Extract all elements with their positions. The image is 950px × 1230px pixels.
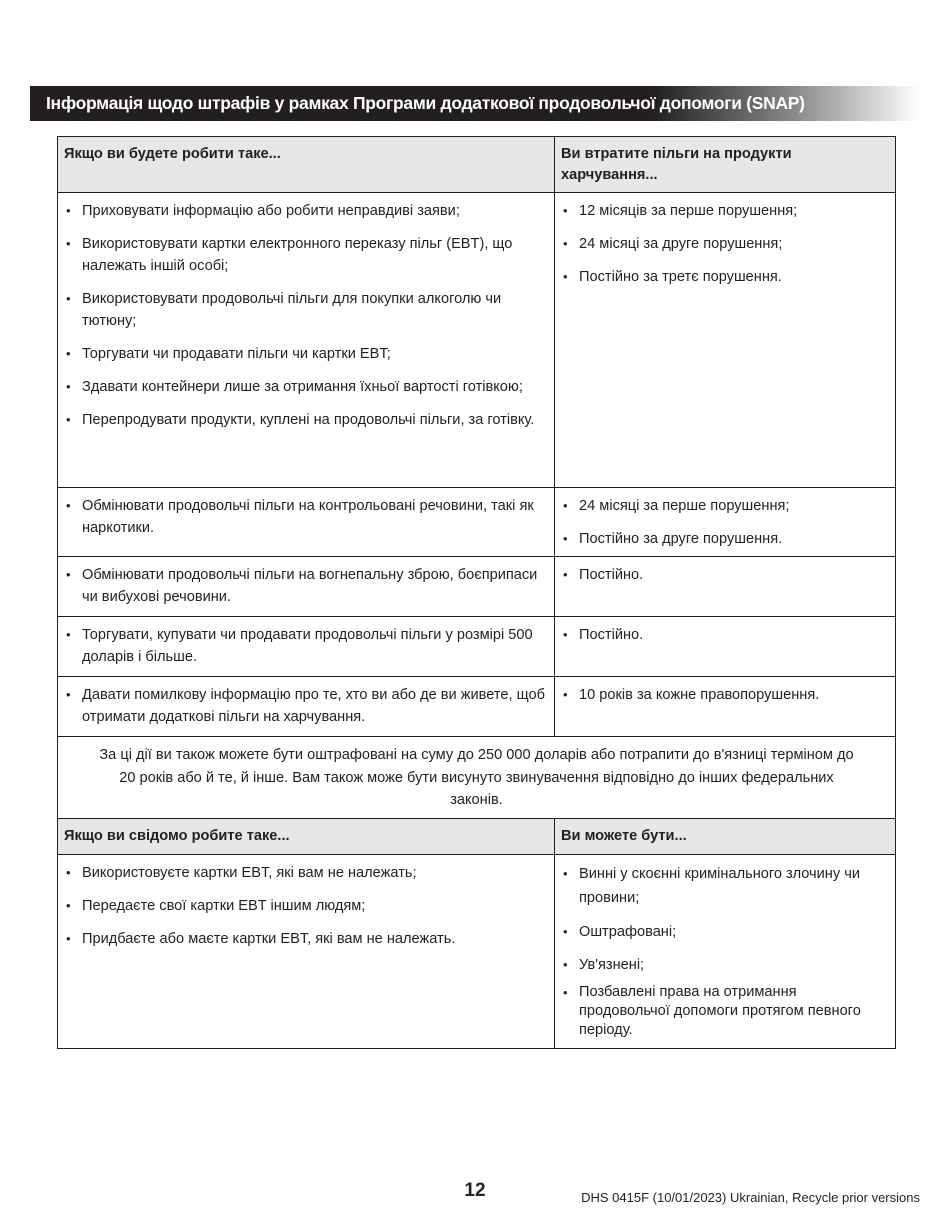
list-item: • 24 місяці за перше порушення; bbox=[562, 495, 886, 517]
actions-cell bbox=[58, 855, 555, 1049]
consequences-cell bbox=[555, 855, 896, 1049]
page-number: 12 bbox=[464, 1180, 486, 1201]
list-item: • 24 місяці за друге порушення; bbox=[562, 233, 886, 255]
consequences-cell bbox=[555, 617, 896, 677]
list-item: • Використовувати картки електронного переказу пільг (EBT), що належать іншій особі; bbox=[65, 233, 545, 277]
penalties-table bbox=[57, 136, 896, 1049]
list-item: • Придбаєте або маєте картки EBT, які вам не належать. bbox=[65, 928, 545, 950]
penalty-note: За ці дії ви також можете бути оштрафовані на суму до 250 000 доларів або потрапити до в'язниці терміном до 20 років або й те, й інше. Вам також може бути висунуто звинувачення відповідно до інших федеральних законів. bbox=[58, 737, 896, 819]
table-row bbox=[58, 193, 896, 488]
list-item: • Використовувати продовольчі пільги для покупки алкоголю чи тютюну; bbox=[65, 288, 545, 332]
table-row bbox=[58, 488, 896, 557]
consequences-cell bbox=[555, 193, 896, 488]
list-item: • Постійно за третє порушення. bbox=[562, 266, 886, 288]
table-row bbox=[58, 557, 896, 617]
header-consequences: Ви втратите пільги на продукти харчування... bbox=[555, 137, 896, 193]
list-item: • Винні у скоєнні кримінального злочину чи провини; bbox=[562, 862, 886, 910]
consequences-cell bbox=[555, 557, 896, 617]
form-identifier: DHS 0415F (10/01/2023) Ukrainian, Recycle prior versions bbox=[581, 1190, 920, 1205]
table-row bbox=[58, 855, 896, 1049]
list-item: • Оштрафовані; bbox=[562, 921, 886, 943]
list-item: • Обмінювати продовольчі пільги на вогнепальну зброю, боєприпаси чи вибухові речовини. bbox=[65, 564, 545, 608]
list-item: • Постійно. bbox=[562, 624, 886, 646]
actions-cell bbox=[58, 677, 555, 737]
list-item: • Перепродувати продукти, куплені на продовольчі пільги, за готівку. bbox=[65, 409, 545, 431]
section-banner bbox=[30, 86, 920, 121]
list-item: • Використовуєте картки EBT, які вам не належать; bbox=[65, 862, 545, 884]
list-item: • Передаєте свої картки EBT іншим людям; bbox=[65, 895, 545, 917]
header-you-may-be: Ви можете бути... bbox=[555, 819, 896, 855]
list-item: • Давати помилкову інформацію про те, хто ви або де ви живете, щоб отримати додаткові пільги на харчування. bbox=[65, 684, 545, 728]
actions-cell bbox=[58, 557, 555, 617]
list-item: • Постійно за друге порушення. bbox=[562, 528, 886, 550]
list-item: • Позбавлені права на отримання продовольчої допомоги протягом певного періоду. bbox=[562, 983, 886, 1040]
table-header-row bbox=[58, 137, 896, 193]
actions-cell bbox=[58, 617, 555, 677]
actions-cell bbox=[58, 488, 555, 557]
list-item: • Ув'язнені; bbox=[562, 954, 886, 976]
list-item: • 10 років за кожне правопорушення. bbox=[562, 684, 886, 706]
consequences-cell bbox=[555, 677, 896, 737]
penalty-note-row bbox=[58, 737, 896, 819]
list-item: • Постійно. bbox=[562, 564, 886, 586]
header-actions: Якщо ви будете робити таке... bbox=[58, 137, 555, 193]
list-item: • Торгувати, купувати чи продавати продовольчі пільги у розмірі 500 доларів і більше. bbox=[65, 624, 545, 668]
table-header-row bbox=[58, 819, 896, 855]
list-item: • Обмінювати продовольчі пільги на контрольовані речовини, такі як наркотики. bbox=[65, 495, 545, 539]
actions-cell bbox=[58, 193, 555, 488]
list-item: • 12 місяців за перше порушення; bbox=[562, 200, 886, 222]
list-item: • Здавати контейнери лише за отримання їхньої вартості готівкою; bbox=[65, 376, 545, 398]
table-row bbox=[58, 617, 896, 677]
consequences-cell bbox=[555, 488, 896, 557]
header-knowing-actions: Якщо ви свідомо робите таке... bbox=[58, 819, 555, 855]
banner-title: Інформація щодо штрафів у рамках Програми додаткової продовольчої допомоги (SNAP) bbox=[46, 93, 805, 113]
table-row bbox=[58, 677, 896, 737]
list-item: • Приховувати інформацію або робити неправдиві заяви; bbox=[65, 200, 545, 222]
list-item: • Торгувати чи продавати пільги чи картки EBT; bbox=[65, 343, 545, 365]
